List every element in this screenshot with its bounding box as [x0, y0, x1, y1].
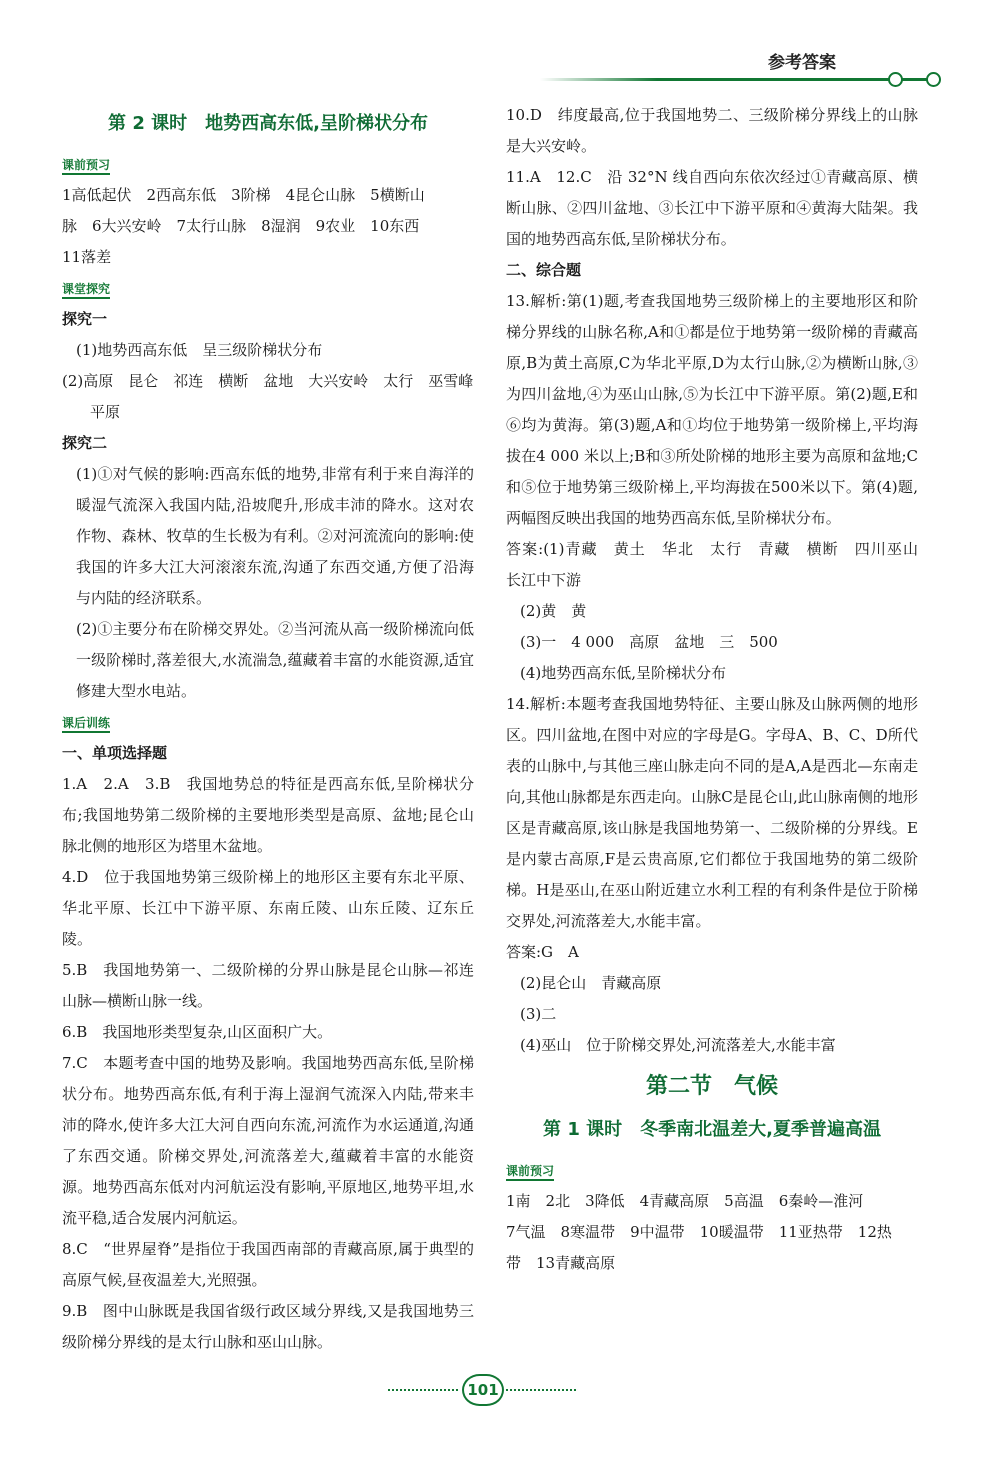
header-dot-1 [888, 72, 903, 87]
section-title: 第二节 气候 [645, 1074, 778, 1099]
comprehensive-title: 二、综合题 [506, 261, 582, 279]
q13-answer: 答案:(1)青藏 黄土 华北 太行 青藏 横断 四川巫山 长江中下游 [506, 540, 934, 589]
explore2-paragraph: (1)①对气候的影响:西高东低的地势,非常有利于来自海洋的暖湿气流深入我国内陆,沿坡爬升,形成丰沛的降水。这对农作物、森林、牧草的生长极为有利。②对河流流向的影响:使我国的许多大江大河滚滚东流,沟通了东西交通,方便了沿海与内陆的经济联系。 [76, 465, 474, 607]
footer-dots-left [388, 1389, 458, 1391]
q13-analysis: 13.解析:第(1)题,考查我国地势三级阶梯上的主要地形区和阶梯分界线的山脉名称,A和①都是位于地势第一级阶梯的青藏高原,B为黄土高原,C为华北平原,D为太行山脉,②为横断山脉,③为四川盆地,④为巫山山脉,⑤为长江中下游平原。第(2)题,E和⑥均为黄海。第(3)题,A和①均位于地势第一级阶梯上,平均海拔在4 000 米以上;B和③所处阶梯的地形主要为高原和盆地;C和⑤位于地势第三级阶梯上,平均海拔在500米以下。第(4)题,两幅图反映出我国的地势西高东低,呈阶梯状分布。 [506, 292, 918, 527]
answer-item: 9.B 图中山脉既是我国省级行政区域分界线,又是我国地势三级阶梯分界线的是太行山脉和巫山山脉。 [62, 1302, 474, 1351]
header-label: 参考答案 [768, 53, 836, 73]
lesson-title: 第 2 课时 地势西高东低,呈阶梯状分布 [108, 113, 428, 134]
explore2-paragraph: (2)①主要分布在阶梯交界处。②当河流从高一级阶梯流向低一级阶梯时,落差很大,水流湍急,蕴藏着丰富的水能资源,适宜修建大型水电站。 [76, 620, 474, 700]
answer-item: 5.B 我国地势第一、二级阶梯的分界山脉是昆仑山脉—祁连山脉—横断山脉一线。 [62, 961, 474, 1010]
answer-item: 4.D 位于我国地势第三级阶梯上的地形区主要有东北平原、华北平原、长江中下游平原、东南丘陵、山东丘陵、辽东丘陵。 [62, 868, 474, 948]
q14-answer: (2)昆仑山 青藏高原 [520, 974, 662, 992]
q14-analysis: 14.解析:本题考查我国地势特征、主要山脉及山脉两侧的地形区。四川盆地,在图中对应的字母是G。字母A、B、C、D所代表的山脉中,与其他三座山脉走向不同的是A,A是西北—东南走向,其他山脉都是东西走向。山脉C是昆仑山,此山脉南侧的地形区是青藏高原,该山脉是我国地势第一、二级阶梯的分界线。E是内蒙古高原,F是云贵高原,它们都位于我国地势的第二级阶梯。H是巫山,在巫山附近建立水利工程的有利条件是位于阶梯交界处,河流落差大,水能丰富。 [506, 695, 918, 930]
q13-answer: (2)黄 黄 [520, 602, 587, 620]
q14-answer: (4)巫山 位于阶梯交界处,河流落差大,水能丰富 [520, 1036, 836, 1054]
q14-answer: (3)二 [520, 1005, 557, 1023]
tag-preview: 课前预习 [62, 157, 110, 175]
q13-answer: (4)地势西高东低,呈阶梯状分布 [520, 664, 727, 682]
lesson-title: 第 1 课时 冬季南北温差大,夏季普遍高温 [543, 1119, 881, 1140]
tag-preview: 课前预习 [506, 1163, 554, 1181]
preview-line: 1南 2北 3降低 4青藏高原 5高温 6秦岭—淮河 [506, 1192, 864, 1210]
tag-after-class: 课后训练 [62, 715, 110, 733]
header-rule [540, 78, 930, 81]
preview-line: 7气温 8寒温带 9中温带 10暖温带 11亚热带 12热 [506, 1223, 892, 1241]
page-number: 101 [462, 1374, 504, 1406]
footer-dots-right [506, 1389, 576, 1391]
single-choice-title: 一、单项选择题 [62, 744, 168, 762]
answer-item: 6.B 我国地形类型复杂,山区面积广大。 [62, 1023, 333, 1041]
preview-line: 脉 6大兴安岭 7太行山脉 8湿润 9农业 10东西 [62, 217, 420, 235]
q14-answer: 答案:G A [506, 943, 579, 961]
q13-answer: (3)一 4 000 高原 盆地 三 500 [520, 633, 778, 651]
explore1-line: (1)地势西高东低 呈三级阶梯状分布 [76, 341, 323, 359]
header-dot-2 [926, 72, 941, 87]
answer-item: 1.A 2.A 3.B 我国地势总的特征是西高东低,呈阶梯状分布;我国地势第二级阶梯的主要地形类型是高原、盆地;昆仑山脉北侧的地形区为塔里木盆地。 [62, 775, 474, 855]
answer-item: 11.A 12.C 沿 32°N 线自西向东依次经过①青藏高原、横断山脉、②四川盆地、③长江中下游平原和④黄海大陆架。我国的地势西高东低,呈阶梯状分布。 [506, 168, 918, 248]
answer-item: 7.C 本题考查中国的地势及影响。我国地势西高东低,呈阶梯状分布。地势西高东低,有利于海上湿润气流深入内陆,带来丰沛的降水,使许多大江大河自西向东流,河流作为水运通道,沟通了东西交通。阶梯交界处,河流落差大,蕴藏着丰富的水能资源。地势西高东低对内河航运没有影响,平原地区,地势平坦,水流平稳,适合发展内河航运。 [62, 1054, 474, 1227]
answer-item: 10.D 纬度最高,位于我国地势二、三级阶梯分界线上的山脉是大兴安岭。 [506, 106, 918, 155]
answer-item: 8.C “世界屋脊”是指位于我国西南部的青藏高原,属于典型的高原气候,昼夜温差大,光照强。 [62, 1240, 474, 1289]
right-column [506, 100, 934, 1279]
preview-line: 带 13青藏高原 [506, 1254, 616, 1272]
left-column [62, 100, 489, 1358]
explore1-line: (2)高原 昆仑 祁连 横断 盆地 大兴安岭 太行 巫雪峰 平原 [62, 372, 489, 421]
tag-explore: 课堂探究 [62, 281, 110, 299]
explore2-title: 探究二 [62, 434, 108, 452]
preview-line: 1高低起伏 2西高东低 3阶梯 4昆仑山脉 5横断山 [62, 186, 425, 204]
explore1-title: 探究一 [62, 310, 108, 328]
preview-line: 11落差 [62, 248, 112, 266]
